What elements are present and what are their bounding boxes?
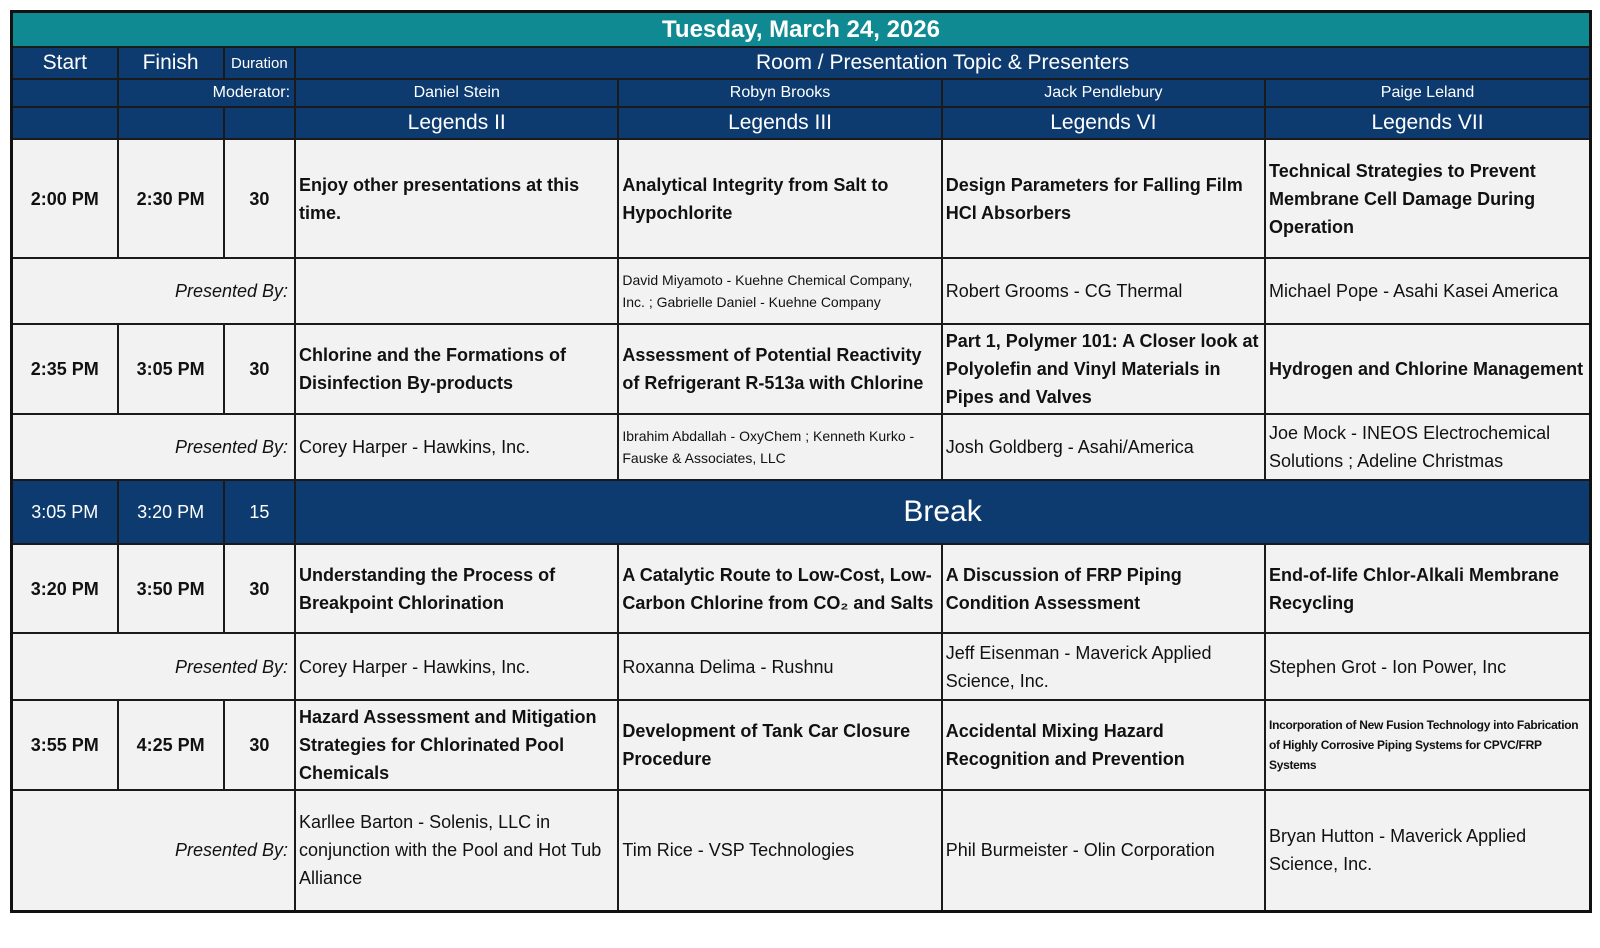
session-topic: A Discussion of FRP Piping Condition Assessment [942,544,1265,633]
finish-time: 4:25 PM [118,700,224,790]
presenter-row [12,414,1591,480]
session-topic: Hazard Assessment and Mitigation Strategies for Chlorinated Pool Chemicals [295,700,618,790]
session-topic: Enjoy other presentations at this time. [295,139,618,258]
room-blank-cell [224,107,295,139]
start-header: Start [12,47,118,79]
room-name: Legends III [618,107,941,139]
session-topic: Design Parameters for Falling Film HCl Absorbers [942,139,1265,258]
topic-header: Room / Presentation Topic & Presenters [295,47,1590,79]
session-row [12,324,1591,414]
presenter-row [12,790,1591,911]
presented-by-label: Presented By: [12,258,296,324]
break-finish-time: 3:20 PM [118,480,224,544]
duration-header: Duration [224,47,295,79]
finish-time: 3:05 PM [118,324,224,414]
room-blank-cell [118,107,224,139]
moderator-name: Jack Pendlebury [942,79,1265,107]
session-topic: Chlorine and the Formations of Disinfection By-products [295,324,618,414]
break-start-time: 3:05 PM [12,480,118,544]
session-topic: Hydrogen and Chlorine Management [1265,324,1590,414]
presenter-text: Corey Harper - Hawkins, Inc. [295,414,618,480]
room-name: Legends VII [1265,107,1590,139]
session-row [12,544,1591,633]
presenter-text: Ibrahim Abdallah - OxyChem ; Kenneth Kurko - Fauske & Associates, LLC [618,414,941,480]
break-row [12,480,1591,544]
presenter-row [12,258,1591,324]
presenter-text: Tim Rice - VSP Technologies [618,790,941,911]
start-time: 3:55 PM [12,700,118,790]
moderator-name: Robyn Brooks [618,79,941,107]
break-duration: 15 [224,480,295,544]
duration-value: 30 [224,324,295,414]
session-row [12,139,1591,258]
break-label: Break [295,480,1590,544]
room-name: Legends VI [942,107,1265,139]
start-time: 2:35 PM [12,324,118,414]
presenter-row [12,633,1591,700]
duration-value: 30 [224,544,295,633]
presenter-text: Josh Goldberg - Asahi/America [942,414,1265,480]
session-topic: Technical Strategies to Prevent Membrane Cell Damage During Operation [1265,139,1590,258]
page-title: Tuesday, March 24, 2026 [12,12,1591,48]
duration-value: 30 [224,700,295,790]
moderator-name: Paige Leland [1265,79,1590,107]
presenter-text: Karllee Barton - Solenis, LLC in conjunction with the Pool and Hot Tub Alliance [295,790,618,911]
start-time: 3:20 PM [12,544,118,633]
schedule-table [10,10,1592,913]
presenter-text: Corey Harper - Hawkins, Inc. [295,633,618,700]
finish-time: 2:30 PM [118,139,224,258]
start-time: 2:00 PM [12,139,118,258]
room-blank-cell [12,107,118,139]
presented-by-label: Presented By: [12,414,296,480]
presenter-text [295,258,618,324]
presenter-text: Robert Grooms - CG Thermal [942,258,1265,324]
presenter-text: Jeff Eisenman - Maverick Applied Science, Inc. [942,633,1265,700]
moderator-name: Daniel Stein [295,79,618,107]
finish-time: 3:50 PM [118,544,224,633]
session-topic: Analytical Integrity from Salt to Hypochlorite [618,139,941,258]
presenter-text: David Miyamoto - Kuehne Chemical Company, Inc. ; Gabrielle Daniel - Kuehne Company [618,258,941,324]
session-topic: Assessment of Potential Reactivity of Refrigerant R-513a with Chlorine [618,324,941,414]
moderator-label: Moderator: [118,79,295,107]
session-topic: Development of Tank Car Closure Procedure [618,700,941,790]
session-topic: A Catalytic Route to Low-Cost, Low-Carbon Chlorine from CO₂ and Salts [618,544,941,633]
presented-by-label: Presented By: [12,633,296,700]
presenter-text: Joe Mock - INEOS Electrochemical Solutions ; Adeline Christmas [1265,414,1590,480]
presenter-text: Michael Pope - Asahi Kasei America [1265,258,1590,324]
finish-header: Finish [118,47,224,79]
moderator-blank-cell [12,79,118,107]
session-topic: Part 1, Polymer 101: A Closer look at Polyolefin and Vinyl Materials in Pipes and Valves [942,324,1265,414]
presenter-text: Bryan Hutton - Maverick Applied Science, Inc. [1265,790,1590,911]
presenter-text: Stephen Grot - Ion Power, Inc [1265,633,1590,700]
presenter-text: Phil Burmeister - Olin Corporation [942,790,1265,911]
session-topic: Incorporation of New Fusion Technology into Fabrication of Highly Corrosive Piping Systems for CPVC/FRP Systems [1265,700,1590,790]
duration-value: 30 [224,139,295,258]
session-topic: End-of-life Chlor-Alkali Membrane Recycling [1265,544,1590,633]
room-name: Legends II [295,107,618,139]
session-topic: Understanding the Process of Breakpoint Chlorination [295,544,618,633]
presented-by-label: Presented By: [12,790,296,911]
presenter-text: Roxanna Delima - Rushnu [618,633,941,700]
session-topic: Accidental Mixing Hazard Recognition and Prevention [942,700,1265,790]
session-row [12,700,1591,790]
